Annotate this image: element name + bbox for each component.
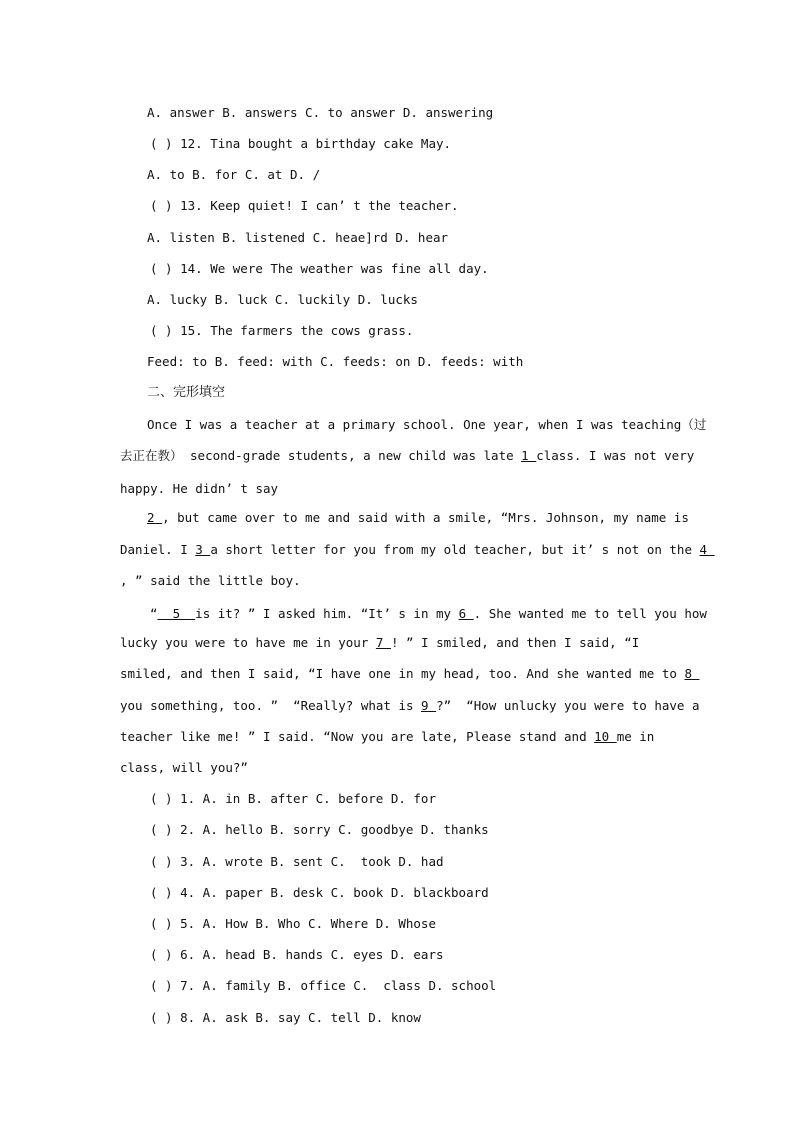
- question-line: ( ) 13. Keep quiet! I can’ t the teacher.: [150, 198, 459, 213]
- option-line: Feed: to B. feed: with C. feeds: on D. feeds: with: [147, 354, 524, 369]
- question-line: ( ) 2. A. hello B. sorry C. goodbye D. thanks: [150, 822, 489, 837]
- passage-line: Once I was a teacher at a primary school. One year, when I was teaching（过: [147, 417, 707, 432]
- passage-line: [147, 510, 689, 526]
- blank-2: 2: [147, 510, 163, 525]
- passage-line: happy. He didn’ t say: [120, 481, 279, 496]
- passage-line: [120, 698, 700, 714]
- passage-line: , ” said the little boy.: [120, 573, 301, 588]
- question-line: ( ) 5. A. How B. Who C. Where D. Whose: [150, 916, 436, 931]
- blank-5: 5: [157, 606, 196, 621]
- question-line: ( ) 8. A. ask B. say C. tell D. know: [150, 1010, 421, 1025]
- blank-7: 7: [375, 635, 391, 650]
- question-line: ( ) 4. A. paper B. desk C. book D. blackboard: [150, 885, 489, 900]
- blank-10: 10: [594, 729, 617, 744]
- passage-text: ! ” I smiled, and then I said, “I: [390, 635, 640, 650]
- question-line: ( ) 3. A. wrote B. sent C. took D. had: [150, 854, 444, 869]
- passage-line: [120, 635, 639, 651]
- question-line: ( ) 7. A. family B. office C. class D. school: [150, 978, 497, 993]
- passage-line: [120, 542, 715, 558]
- passage-line: [120, 729, 654, 745]
- passage-text: ?” “How unlucky you were to have a: [436, 698, 700, 713]
- question-line: ( ) 12. Tina bought a birthday cake May.: [150, 136, 452, 151]
- passage-text: “: [150, 606, 158, 621]
- question-line: ( ) 15. The farmers the cows grass.: [150, 323, 414, 338]
- option-line: A. listen B. listened C. heae]rd D. hear: [147, 230, 449, 245]
- passage-text: class. I was not very: [536, 448, 695, 463]
- blank-3: 3: [195, 542, 211, 557]
- passage-text: you something, too. ” “Really? what is: [120, 698, 422, 713]
- question-line: ( ) 6. A. head B. hands C. eyes D. ears: [150, 947, 444, 962]
- passage-text: teacher like me! ” I said. “Now you are late, Please stand and: [120, 729, 595, 744]
- passage-text: 去正在教） second-grade students, a new child was late: [120, 448, 522, 463]
- option-line: A. answer B. answers C. to answer D. answering: [147, 105, 494, 120]
- blank-9: 9: [421, 698, 437, 713]
- passage-text: smiled, and then I said, “I have one in my head, too. And she wanted me to: [120, 666, 685, 681]
- passage-line: [120, 448, 694, 464]
- passage-line: [120, 666, 700, 682]
- section-heading: 二、完形填空: [147, 385, 226, 400]
- passage-text: Daniel. I: [120, 542, 196, 557]
- blank-1: 1: [521, 448, 537, 463]
- option-line: A. to B. for C. at D. /: [147, 167, 321, 182]
- blank-8: 8: [684, 666, 700, 681]
- passage-text: is it? ” I asked him. “It’ s in my: [195, 606, 459, 621]
- passage-line: class, will you?”: [120, 760, 248, 775]
- passage-text: , but came over to me and said with a smile, “Mrs. Johnson, my name is: [162, 510, 689, 525]
- passage-text: me in: [616, 729, 655, 744]
- passage-text: a short letter for you from my old teacher, but it’ s not on the: [210, 542, 700, 557]
- blank-4: 4: [699, 542, 715, 557]
- question-line: ( ) 14. We were The weather was fine all day.: [150, 261, 489, 276]
- passage-text: lucky you were to have me in your: [120, 635, 376, 650]
- passage-text: . She wanted me to tell you how: [473, 606, 707, 621]
- blank-6: 6: [458, 606, 474, 621]
- passage-line: [150, 606, 707, 622]
- option-line: A. lucky B. luck C. luckily D. lucks: [147, 292, 418, 307]
- question-line: ( ) 1. A. in B. after C. before D. for: [150, 791, 436, 806]
